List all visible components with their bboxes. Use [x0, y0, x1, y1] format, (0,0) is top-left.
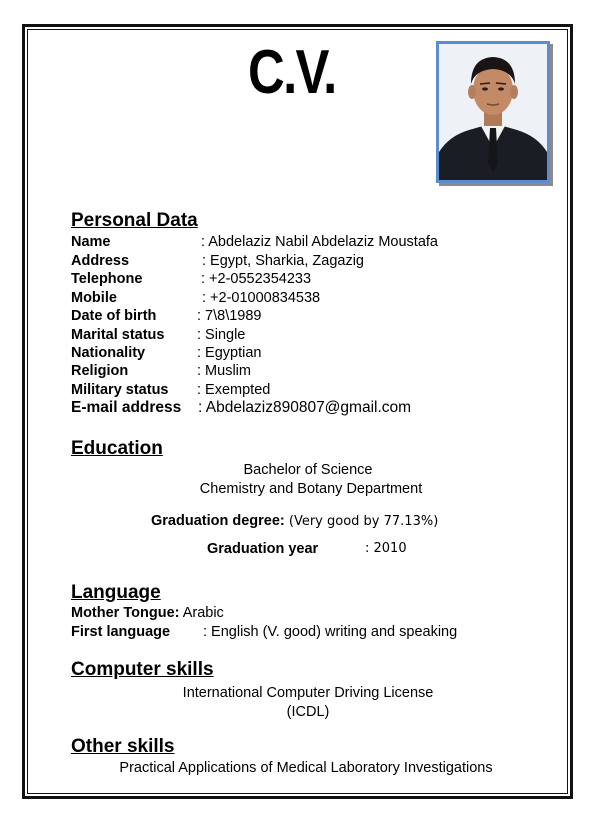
other-skills-heading: Other skills — [71, 736, 175, 757]
personal-row-address — [71, 252, 364, 270]
field-value: : +2-0552354233 — [201, 271, 312, 287]
personal-row-telephone — [71, 270, 312, 288]
mother-tongue — [71, 604, 224, 622]
graduation-year-value: : 2010 — [365, 541, 407, 556]
personal-row-nationality — [71, 344, 262, 362]
personal-row-military-status — [71, 381, 271, 399]
first-language — [71, 623, 458, 641]
field-value: : Egypt, Sharkia, Zagazig — [202, 253, 364, 269]
field-label: Marital status — [71, 327, 165, 343]
field-value: : Exempted — [197, 382, 271, 398]
field-value: : 7\8\1989 — [197, 308, 262, 324]
field-value: : Single — [197, 327, 246, 343]
field-label: Name — [71, 234, 111, 250]
personal-row-mobile — [71, 289, 321, 307]
field-label: E-mail address — [71, 399, 182, 416]
field-label: Telephone — [71, 271, 143, 287]
first-language-label: First language — [71, 624, 171, 640]
education-heading: Education — [71, 438, 163, 459]
personal-row-marital-status — [71, 326, 246, 344]
personal-row-date-of-birth — [71, 307, 262, 325]
field-label: Address — [71, 253, 130, 269]
field-value: : Abdelaziz890807@gmail.com — [198, 399, 412, 416]
personal-row-email — [71, 399, 412, 417]
graduation-degree-label: Graduation degree: — [151, 513, 285, 529]
education-degree: Bachelor of Science — [243, 462, 373, 478]
education-department: Chemistry and Botany Department — [199, 481, 423, 497]
field-value: : Abdelaziz Nabil Abdelaziz Moustafa — [201, 234, 438, 250]
mother-tongue-label: Mother Tongue: — [71, 605, 180, 621]
language-heading: Language — [71, 582, 161, 603]
cv-title: C.V. — [248, 38, 336, 107]
graduation-degree — [151, 512, 438, 531]
other-skills-line1: Practical Applications of Medical Laboratory Investigations — [119, 760, 493, 776]
field-value: : +2-01000834538 — [202, 290, 321, 306]
person-portrait-icon — [439, 44, 547, 180]
field-label: Mobile — [71, 290, 117, 306]
profile-photo — [436, 41, 550, 183]
computer-skills-heading: Computer skills — [71, 659, 214, 680]
field-label: Religion — [71, 363, 129, 379]
first-language-value: : English (V. good) writing and speaking — [203, 624, 458, 640]
field-label: Military status — [71, 382, 169, 398]
personal-data-heading: Personal Data — [71, 210, 198, 231]
computer-skills-line2: (ICDL) — [286, 704, 330, 720]
mother-tongue-value: Arabic — [179, 605, 224, 621]
field-value: : Egyptian — [197, 345, 262, 361]
computer-skills-line1: International Computer Driving License — [182, 685, 434, 701]
graduation-year — [207, 540, 407, 558]
personal-row-religion — [71, 362, 251, 380]
personal-row-name — [71, 233, 438, 251]
graduation-year-label: Graduation year — [207, 541, 319, 557]
field-value: : Muslim — [197, 363, 251, 379]
graduation-degree-value: (Very good by 77.13%) — [284, 514, 439, 529]
field-label: Nationality — [71, 345, 146, 361]
field-label: Date of birth — [71, 308, 157, 324]
